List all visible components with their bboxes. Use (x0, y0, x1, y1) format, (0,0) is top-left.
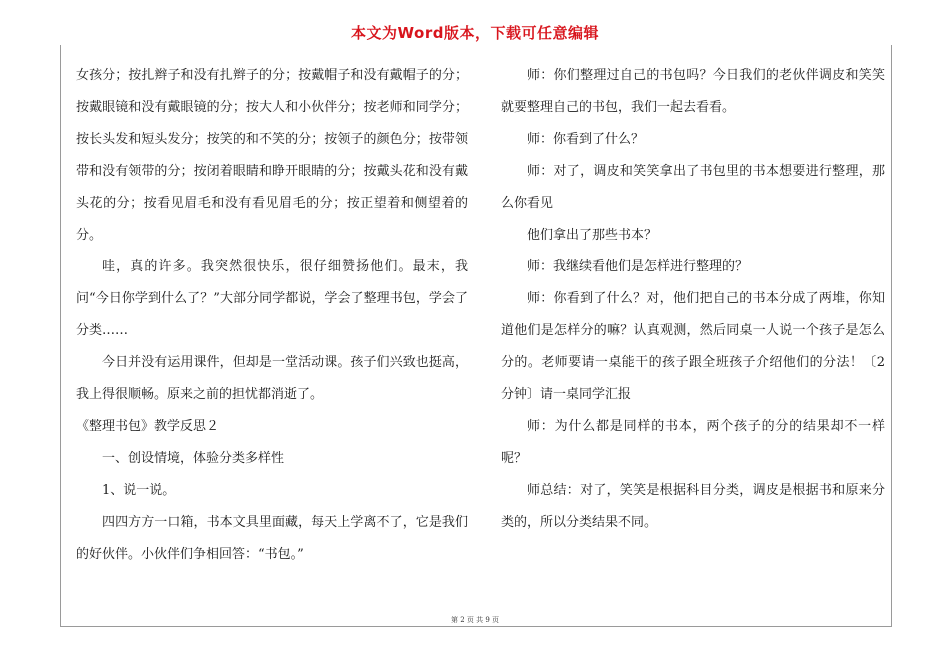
download-banner: 本文为Word版本，下载可任意编辑 (351, 24, 599, 42)
paragraph: 师：对了，调皮和笑笑拿出了书包里的书本想要进行整理，那么你看见 (501, 163, 885, 211)
sub-heading: 1、说一说。 (102, 482, 176, 498)
paragraph: 女孩分；按扎辫子和没有扎辫子的分；按戴帽子和没有戴帽子的分；按戴眼镜和没有戴眼镜的分；按大人和小伙伴分；按老师和同学分；按长头发和短头发分；按笑的和不笑的分；按领子的颜色分；按带领带和没有领带的分；按闭着眼睛和睁开眼睛的分；按戴头花和没有戴头花的分；按看见眉毛和没有看见眉毛的分；按正望着和侧望着的分。 (76, 68, 468, 243)
right-column (501, 60, 885, 539)
paragraph: 师总结：对了，笑笑是根据科目分类，调皮是根据书和原来分类的，所以分类结果不同。 (501, 482, 885, 530)
paragraph: 师：你们整理过自己的书包吗？今日我们的老伙伴调皮和笑笑就要整理自己的书包，我们一起去看看。 (501, 68, 885, 115)
paragraph: 哇，真的许多。我突然很快乐，很仔细赞扬他们。最末，我问“今日你学到什么了？”大部分同学都说，学会了整理书包，学会了分类…… (76, 259, 468, 339)
section-title: 《整理书包》教学反思２ (76, 418, 220, 434)
left-column (76, 60, 468, 571)
paragraph: 今日并没有运用课件，但却是一堂活动课。孩子们兴致也挺高，我上得很顺畅。原来之前的担忧都消逝了。 (76, 355, 468, 403)
paragraph: 师：你看到了什么？ (527, 131, 645, 147)
paragraph: 四四方方一口箱，书本文具里面藏，每天上学离不了，它是我们的好伙伴。小伙伴们争相回答：“书包。” (76, 514, 468, 562)
paragraph: 师：我继续看他们是怎样进行整理的？ (527, 259, 749, 275)
section-heading: 一、创设情境，体验分类多样性 (102, 450, 285, 466)
paragraph: 他们拿出了那些书本？ (527, 227, 658, 243)
paragraph: 师：为什么都是同样的书本，两个孩子的分的结果却不一样呢？ (501, 418, 885, 466)
paragraph: 师：你看到了什么？对，他们把自己的书本分成了两堆，你知道他们是怎样分的嘛？认真观测，然后同桌一人说一个孩子是怎么分的。老师要请一桌能干的孩子跟全班孩子介绍他们的分法！〔2分钟〕请一桌同学汇报 (501, 291, 885, 403)
page-number: 第 2 页 共 9 页 (450, 616, 500, 624)
